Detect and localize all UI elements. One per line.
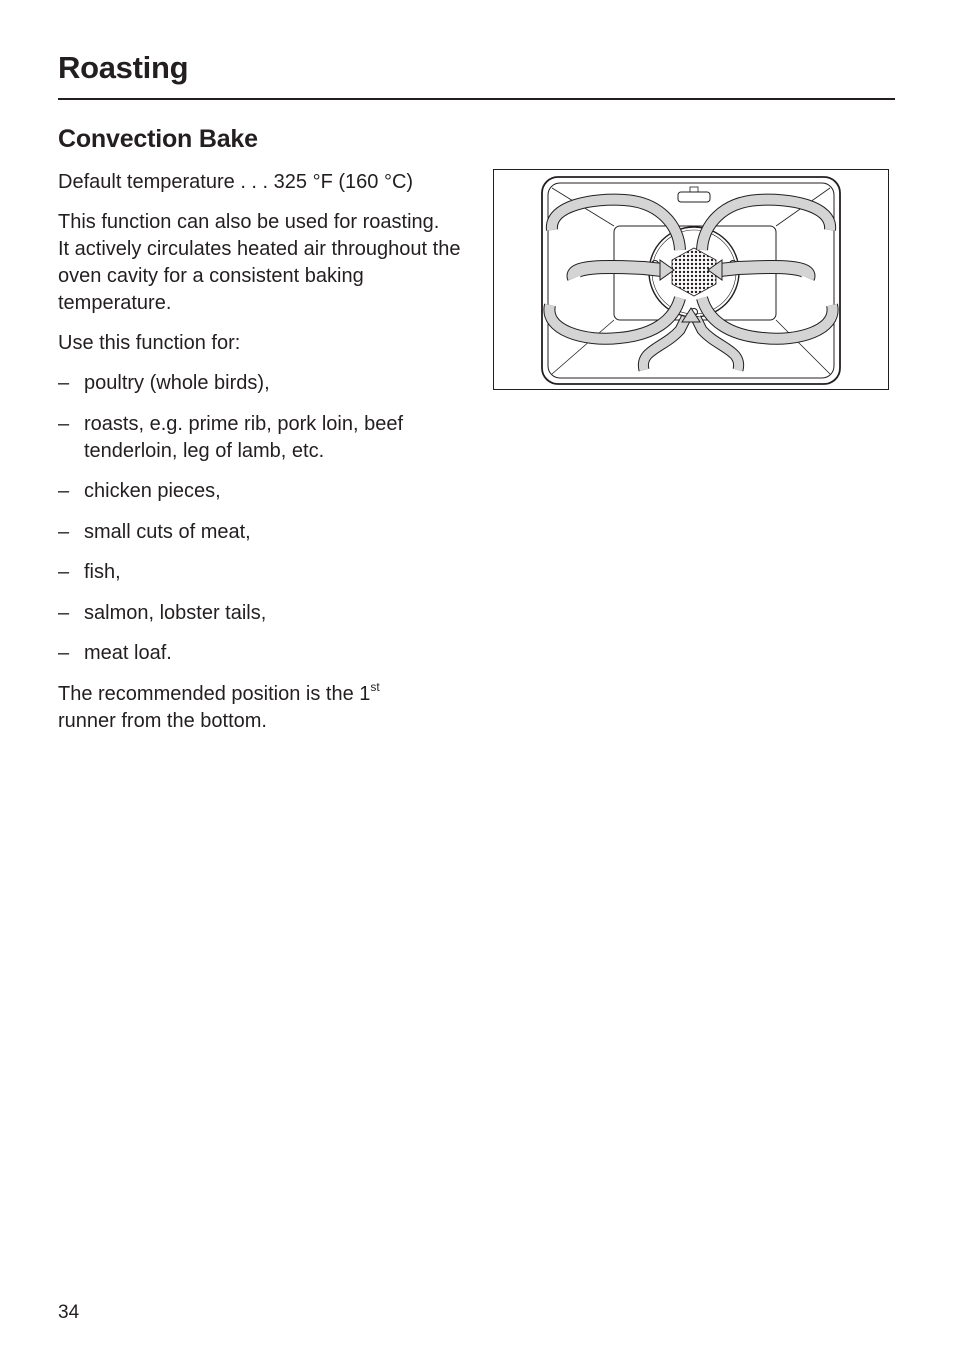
- uses-intro: Use this function for:: [58, 332, 241, 354]
- default-temperature-line: [58, 169, 478, 196]
- list-dash: –: [58, 642, 70, 664]
- list-dash: –: [58, 480, 70, 502]
- list-item-text: small cuts of meat,: [84, 520, 251, 543]
- list-dash: –: [58, 601, 70, 624]
- temperature-leader-dots: . . .: [234, 171, 274, 193]
- intro-line-roasting: This function can also be used for roasting.: [58, 211, 440, 233]
- list-item: [58, 640, 478, 667]
- default-temperature-label: Default temperature: [58, 171, 235, 193]
- page-number: 34: [58, 1302, 80, 1323]
- section-title: Roasting: [58, 50, 189, 85]
- default-temperature-value: 325 °F (160 °C): [273, 171, 414, 193]
- oven-airflow-figure: [493, 169, 889, 390]
- intro-line-circulation: It actively circulates heated air throughout the oven cavity for a consistent baking temperature.: [58, 238, 461, 314]
- list-item-text: poultry (whole birds),: [84, 372, 270, 394]
- list-item-text: meat loaf.: [84, 642, 172, 664]
- list-item: [58, 600, 478, 627]
- list-item-text: fish,: [84, 561, 121, 583]
- list-dash: –: [58, 372, 70, 394]
- recommended-position: [58, 681, 478, 735]
- list-dash: –: [58, 412, 70, 435]
- recommendation-text-end: runner from the bottom.: [58, 709, 267, 732]
- recommendation-text: The recommended position is the 1: [58, 682, 371, 705]
- list-dash: –: [58, 520, 70, 543]
- ordinal-suffix: st: [370, 679, 380, 694]
- list-item: [58, 478, 478, 505]
- uses-list: [58, 370, 478, 667]
- title-divider: [58, 98, 895, 100]
- list-item-text: chicken pieces,: [84, 480, 221, 502]
- list-item: [58, 519, 478, 546]
- list-dash: –: [58, 561, 70, 583]
- intro-paragraph: [58, 209, 478, 317]
- list-item-text: roasts, e.g. prime rib, pork loin, beef tenderloin, leg of lamb, etc.: [84, 412, 404, 462]
- oven-convection-airflow-illustration-icon: [494, 170, 888, 389]
- body-text-column: [58, 169, 478, 748]
- list-item: [58, 411, 478, 465]
- list-item-text: salmon, lobster tails,: [84, 601, 267, 624]
- list-item: [58, 559, 478, 586]
- list-item: [58, 370, 478, 397]
- subsection-title: Convection Bake: [58, 125, 258, 153]
